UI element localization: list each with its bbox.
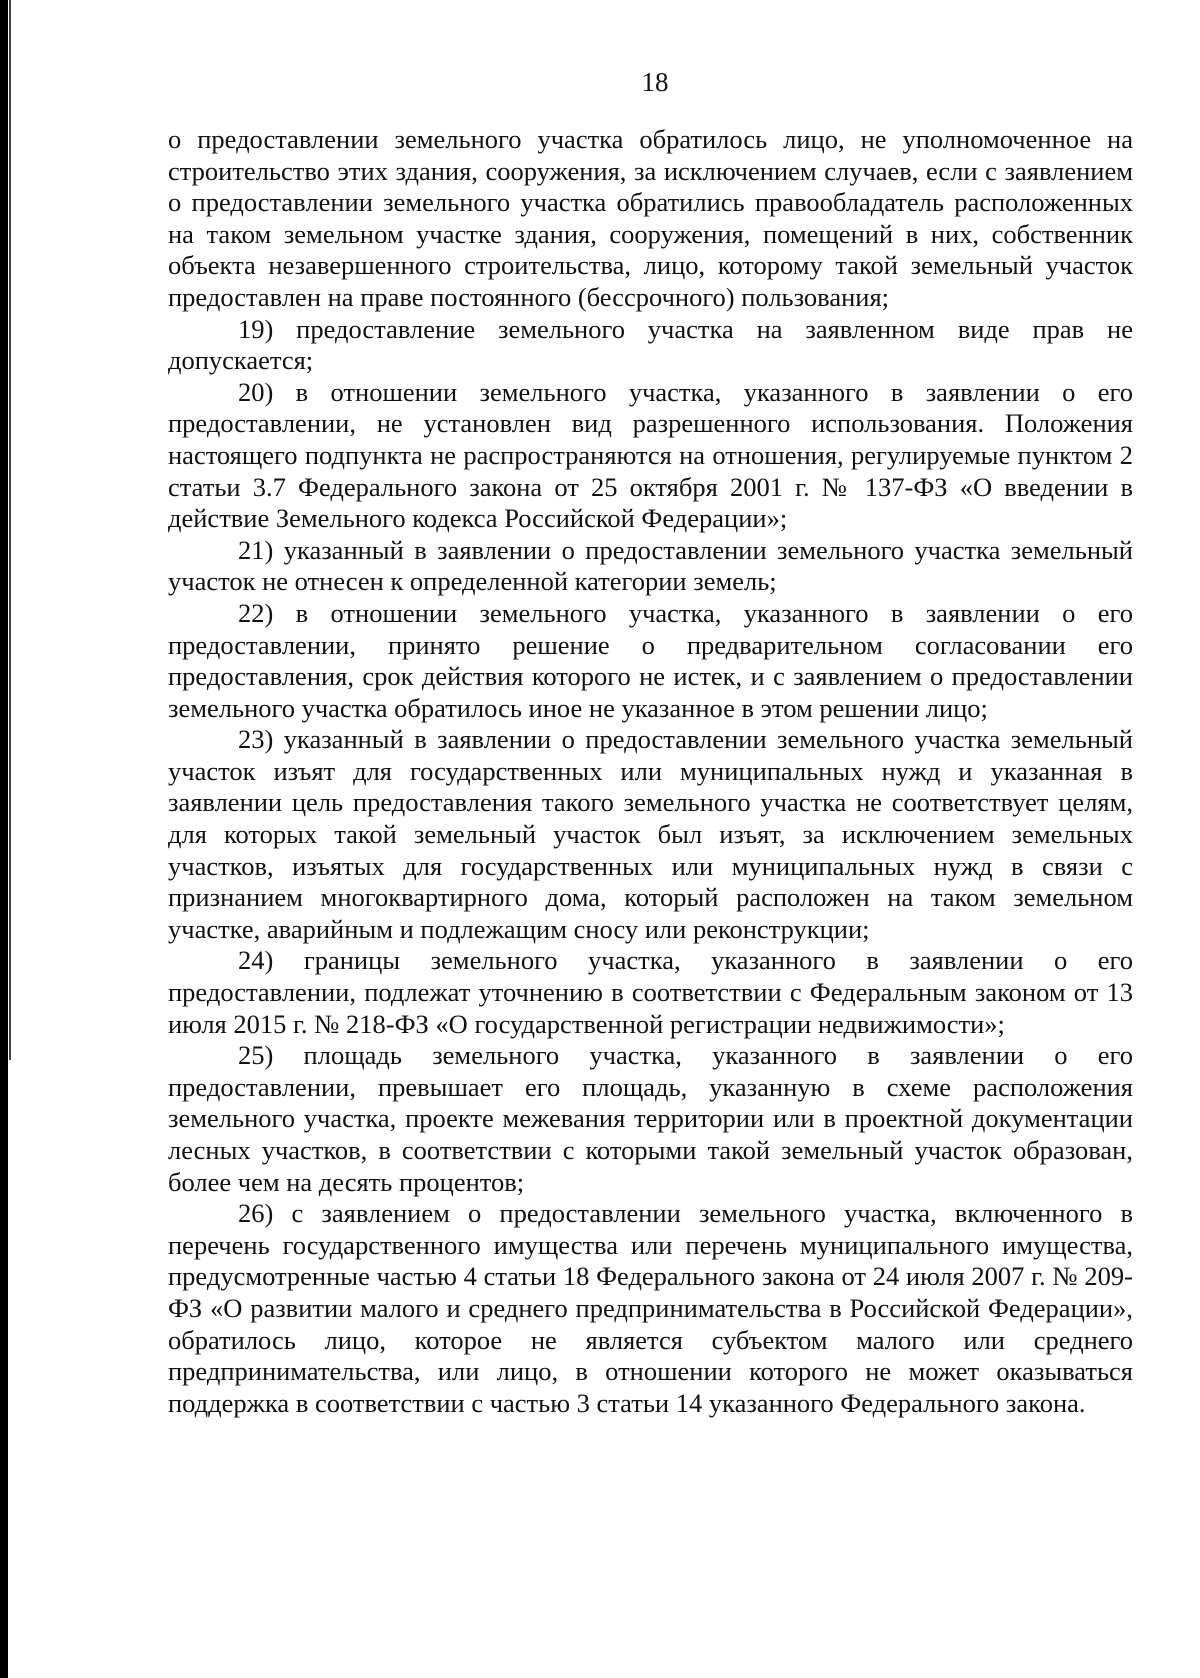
scan-edge-shadow [9,0,11,1060]
paragraph-item-25: 25) площадь земельного участка, указанного в заявлении о его предоставлении, превышает его площадь, указанную в схеме расположения земельного участка, проекте межевания территории или в проектной документации лесных участков, в соответствии с которыми такой земельный участок образован, более чем на десять процентов; [168,1040,1133,1197]
paragraph-item-26: 26) с заявлением о предоставлении земельного участка, включенного в перечень государственного имущества или перечень муниципального имущества, предусмотренные частью 4 статьи 18 Федерального закона от 24 июля 2007 г. № 209-ФЗ «О развитии малого и среднего предпринимательства в Российской Федерации», обратилось лицо, которое не является субъектом малого или среднего предпринимательства, или лицо, в отношении которого не может оказываться поддержка в соответствии с частью 3 статьи 14 указанного Федерального закона. [168,1198,1133,1418]
page-number: 18 [641,67,669,97]
paragraph-item-19: 19) предоставление земельного участка на заявленном виде прав не допускается; [168,313,1133,376]
document-body [168,124,1133,1419]
paragraph-continuation: о предоставлении земельного участка обратилось лицо, не уполномоченное на строительство этих здания, сооружения, за исключением случаев, если с заявлением о предоставлении земельного участка обратились правообладатель расположенных на таком земельном участке здания, сооружения, помещений в них, собственник объекта незавершенного строительства, лицо, которому такой земельный участок предоставлен на праве постоянного (бессрочного) пользования; [168,124,1133,312]
paragraph-item-20: 20) в отношении земельного участка, указанного в заявлении о его предоставлении, не установлен вид разрешенного использования. Положения настоящего подпункта не распространяются на отношения, регулируемые пунктом 2 статьи 3.7 Федерального закона от 25 октября 2001 г. № 137-ФЗ «О введении в действие Земельного кодекса Российской Федерации»; [168,376,1133,534]
paragraph-item-24: 24) границы земельного участка, указанного в заявлении о его предоставлении, подлежат уточнению в соответствии с Федеральным законом от 13 июля 2015 г. № 218-ФЗ «О государственной регистрации недвижимости»; [168,945,1133,1039]
paragraph-item-23: 23) указанный в заявлении о предоставлении земельного участка земельный участок изъят для государственных или муниципальных нужд и указанная в заявлении цель предоставления такого земельного участка не соответствует целям, для которых такой земельный участок был изъят, за исключением земельных участков, изъятых для государственных или муниципальных нужд в связи с признанием многоквартирного дома, который расположен на таком земельном участке, аварийным и подлежащим сносу или реконструкции; [168,724,1133,944]
paragraph-item-21: 21) указанный в заявлении о предоставлении земельного участка земельный участок не отнесен к определенной категории земель; [168,534,1133,597]
scan-edge [0,0,8,1678]
paragraph-item-22: 22) в отношении земельного участка, указанного в заявлении о его предоставлении, принято решение о предварительном согласовании его предоставления, срок действия которого не истек, и с заявлением о предоставлении земельного участка обратилось иное не указанное в этом решении лицо; [168,597,1133,723]
